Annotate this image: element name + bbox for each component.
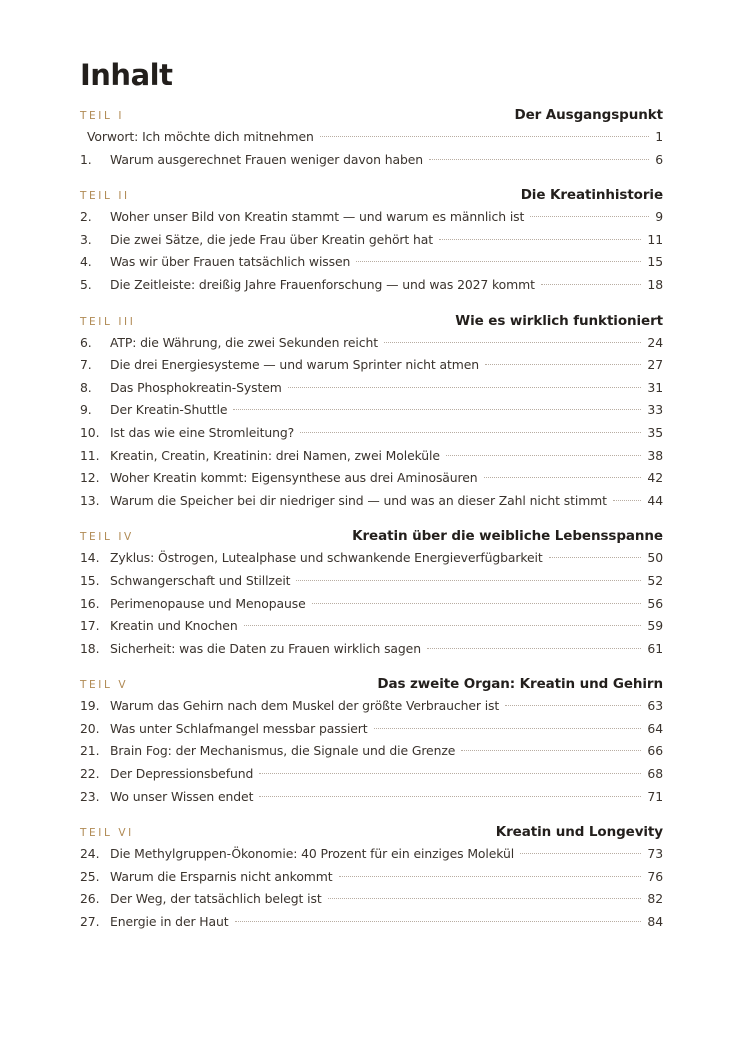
dot-leader	[384, 342, 641, 343]
entry-page-number: 11	[647, 231, 663, 247]
part-title: Das zweite Organ: Kreatin und Gehirn	[377, 676, 663, 693]
part-title: Kreatin über die weibliche Lebensspanne	[352, 528, 663, 545]
part-label: TEIL II	[80, 190, 130, 203]
dot-leader	[613, 500, 642, 501]
entry-page-number: 27	[647, 357, 663, 373]
dot-leader	[484, 477, 642, 478]
dot-leader	[530, 216, 649, 217]
entry-number: 3.	[80, 231, 92, 247]
entry-number: 1.	[80, 151, 92, 167]
entry-page-number: 38	[647, 447, 663, 463]
entry-page-number: 63	[647, 698, 663, 714]
dot-leader	[439, 239, 641, 240]
entry-page-number: 71	[647, 788, 663, 804]
dot-leader	[520, 853, 641, 854]
entry-number: 6.	[80, 334, 92, 350]
toc-entry[interactable]	[80, 448, 663, 471]
toc-entry[interactable]	[80, 335, 663, 358]
dot-leader	[429, 159, 649, 160]
entry-page-number: 33	[647, 402, 663, 418]
entry-number: 4.	[80, 254, 92, 270]
toc-entry[interactable]	[80, 402, 663, 425]
entry-number: 2.	[80, 209, 92, 225]
part-label: TEIL I	[80, 110, 125, 122]
entry-number: 23.	[80, 788, 100, 804]
dot-leader	[235, 921, 642, 922]
entry-number: 20.	[80, 720, 100, 736]
entry-title: Warum das Gehirn nach dem Muskel der größte Verbraucher ist	[110, 698, 500, 714]
entry-title: Ist das wie eine Stromleitung?	[110, 424, 295, 440]
entry-title: Wo unser Wissen endet	[110, 788, 254, 804]
dot-leader	[374, 728, 642, 729]
entry-title: Der Weg, der tatsächlich belegt ist	[110, 891, 322, 907]
entry-page-number: 59	[647, 618, 663, 634]
entry-title: Die Methylgruppen-Ökonomie: 40 Prozent für ein einziges Molekül	[110, 846, 515, 862]
toc-entry[interactable]	[80, 232, 663, 255]
toc-entry[interactable]	[80, 641, 663, 664]
entry-title: Der Kreatin-Shuttle	[110, 402, 228, 418]
dot-leader	[427, 648, 641, 649]
toc-entry[interactable]	[80, 209, 663, 232]
table-of-contents	[80, 56, 663, 950]
part-label: TEIL VI	[80, 827, 134, 840]
entry-number: 24.	[80, 846, 100, 862]
entry-title: Schwangerschaft und Stillzeit	[110, 572, 291, 588]
entry-title: Zyklus: Östrogen, Lutealphase und schwankende Energieverfügbarkeit	[110, 550, 543, 566]
toc-entry[interactable]	[80, 721, 663, 744]
entry-list	[80, 129, 663, 174]
entry-title: Woher unser Bild von Kreatin stammt — und warum es männlich ist	[110, 209, 525, 225]
part-section	[80, 187, 663, 299]
entry-number: 13.	[80, 492, 100, 508]
entry-title: Was unter Schlafmangel messbar passiert	[110, 720, 368, 736]
entry-title: Kreatin, Creatin, Kreatinin: drei Namen, zwei Moleküle	[110, 447, 440, 463]
entry-page-number: 56	[647, 595, 663, 611]
toc-entry[interactable]	[80, 425, 663, 448]
toc-entry[interactable]	[80, 698, 663, 721]
toc-entry[interactable]	[80, 846, 663, 869]
dot-leader	[549, 557, 642, 558]
entry-title: Die Zeitleiste: dreißig Jahre Frauenforschung — und was 2027 kommt	[110, 276, 535, 292]
entry-number: 5.	[80, 276, 92, 292]
toc-entry[interactable]	[80, 277, 663, 300]
toc-entry[interactable]	[80, 914, 663, 937]
entry-title: Die drei Energiesysteme — und warum Sprinter nicht atmen	[110, 357, 480, 373]
entry-title: Brain Fog: der Mechanismus, die Signale und die Grenze	[110, 743, 456, 759]
toc-entry[interactable]	[80, 869, 663, 892]
entry-title: Warum die Ersparnis nicht ankommt	[110, 868, 333, 884]
entry-number: 7.	[80, 357, 92, 373]
toc-entry[interactable]	[80, 573, 663, 596]
part-title: Kreatin und Longevity	[495, 824, 663, 841]
entry-number: 21.	[80, 743, 100, 759]
part-section	[80, 528, 663, 663]
entry-page-number: 84	[647, 914, 663, 930]
entry-number: 16.	[80, 595, 100, 611]
entry-page-number: 82	[647, 891, 663, 907]
part-header	[80, 187, 663, 209]
entry-title: Warum die Speicher bei dir niedriger sind — und was an dieser Zahl nicht stimmt	[110, 492, 607, 508]
dot-leader	[356, 261, 641, 262]
toc-entry[interactable]	[80, 129, 663, 152]
toc-entry[interactable]	[80, 470, 663, 493]
entry-title: Energie in der Haut	[110, 914, 229, 930]
dot-leader	[320, 136, 649, 137]
part-header	[80, 676, 663, 698]
entry-page-number: 6	[655, 151, 663, 167]
entry-number: 25.	[80, 868, 100, 884]
entry-number: 22.	[80, 766, 100, 782]
toc-entry[interactable]	[80, 550, 663, 573]
toc-entry[interactable]	[80, 789, 663, 812]
dot-leader	[296, 580, 641, 581]
toc-entry[interactable]	[80, 743, 663, 766]
entry-page-number: 1	[655, 129, 663, 144]
toc-entry[interactable]	[80, 357, 663, 380]
dot-leader	[300, 432, 641, 433]
entry-number: 9.	[80, 402, 92, 418]
entry-title: Sicherheit: was die Daten zu Frauen wirklich sagen	[110, 640, 421, 656]
part-title: Der Ausgangspunkt	[514, 107, 663, 123]
toc-entry[interactable]	[80, 618, 663, 641]
part-section	[80, 313, 663, 516]
dot-leader	[244, 625, 642, 626]
entry-list	[80, 209, 663, 299]
entry-number: 26.	[80, 891, 100, 907]
entry-page-number: 9	[655, 209, 663, 225]
entry-title: Perimenopause und Menopause	[110, 595, 306, 611]
dot-leader	[541, 284, 642, 285]
part-label: TEIL III	[80, 315, 136, 328]
toc-entry[interactable]	[80, 380, 663, 403]
entry-title: Der Depressionsbefund	[110, 766, 254, 782]
parts-list	[80, 107, 663, 937]
toc-entry[interactable]	[80, 493, 663, 516]
dot-leader	[288, 387, 642, 388]
entry-list	[80, 698, 663, 811]
entry-number: 11.	[80, 447, 100, 463]
entry-number: 19.	[80, 698, 100, 714]
toc-entry[interactable]	[80, 152, 663, 175]
dot-leader	[259, 773, 641, 774]
toc-entry[interactable]	[80, 596, 663, 619]
part-label: TEIL IV	[80, 531, 134, 544]
entry-list	[80, 335, 663, 516]
dot-leader	[505, 705, 641, 706]
toc-entry[interactable]	[80, 766, 663, 789]
toc-entry[interactable]	[80, 254, 663, 277]
entry-page-number: 42	[647, 470, 663, 486]
entry-number: 14.	[80, 550, 100, 566]
entry-page-number: 31	[647, 379, 663, 395]
entry-number: 10.	[80, 424, 100, 440]
dot-leader	[259, 796, 641, 797]
part-section	[80, 824, 663, 936]
entry-number: 12.	[80, 470, 100, 486]
entry-page-number: 24	[647, 334, 663, 350]
entry-title: Kreatin und Knochen	[110, 618, 238, 634]
entry-page-number: 44	[647, 492, 663, 508]
dot-leader	[461, 750, 641, 751]
part-header	[80, 824, 663, 846]
entry-page-number: 50	[647, 550, 663, 566]
entry-number: 18.	[80, 640, 100, 656]
entry-number: 17.	[80, 618, 100, 634]
entry-page-number: 61	[647, 640, 663, 656]
dot-leader	[312, 603, 642, 604]
entry-page-number: 64	[647, 720, 663, 736]
page-title: Inhalt	[80, 58, 173, 92]
dot-leader	[446, 455, 642, 456]
entry-page-number: 18	[647, 276, 663, 292]
entry-number: 27.	[80, 914, 100, 930]
entry-page-number: 68	[647, 766, 663, 782]
entry-page-number: 76	[647, 868, 663, 884]
entry-number: 8.	[80, 379, 92, 395]
part-title: Die Kreatinhistorie	[520, 187, 663, 204]
dot-leader	[485, 364, 641, 365]
dot-leader	[233, 409, 641, 410]
entry-title: Die zwei Sätze, die jede Frau über Kreatin gehört hat	[110, 231, 434, 247]
part-section	[80, 676, 663, 811]
part-label: TEIL V	[80, 679, 129, 692]
part-header	[80, 313, 663, 335]
entry-number: 15.	[80, 572, 100, 588]
entry-page-number: 15	[647, 254, 663, 270]
entry-page-number: 73	[647, 846, 663, 862]
dot-leader	[339, 876, 642, 877]
dot-leader	[328, 898, 642, 899]
part-section	[80, 107, 663, 174]
entry-list	[80, 846, 663, 936]
entry-page-number: 52	[647, 572, 663, 588]
part-header	[80, 528, 663, 550]
entry-title: Was wir über Frauen tatsächlich wissen	[110, 254, 351, 270]
entry-list	[80, 550, 663, 663]
entry-title: Woher Kreatin kommt: Eigensynthese aus drei Aminosäuren	[110, 470, 478, 486]
entry-title: ATP: die Währung, die zwei Sekunden reicht	[110, 334, 378, 350]
entry-title: Das Phosphokreatin-System	[110, 379, 282, 395]
entry-page-number: 66	[647, 743, 663, 759]
toc-entry[interactable]	[80, 891, 663, 914]
entry-title: Warum ausgerechnet Frauen weniger davon haben	[110, 151, 423, 167]
part-title: Wie es wirklich funktioniert	[455, 312, 663, 329]
entry-page-number: 35	[647, 424, 663, 440]
part-header	[80, 107, 663, 129]
entry-title: Vorwort: Ich möchte dich mitnehmen	[87, 129, 314, 144]
